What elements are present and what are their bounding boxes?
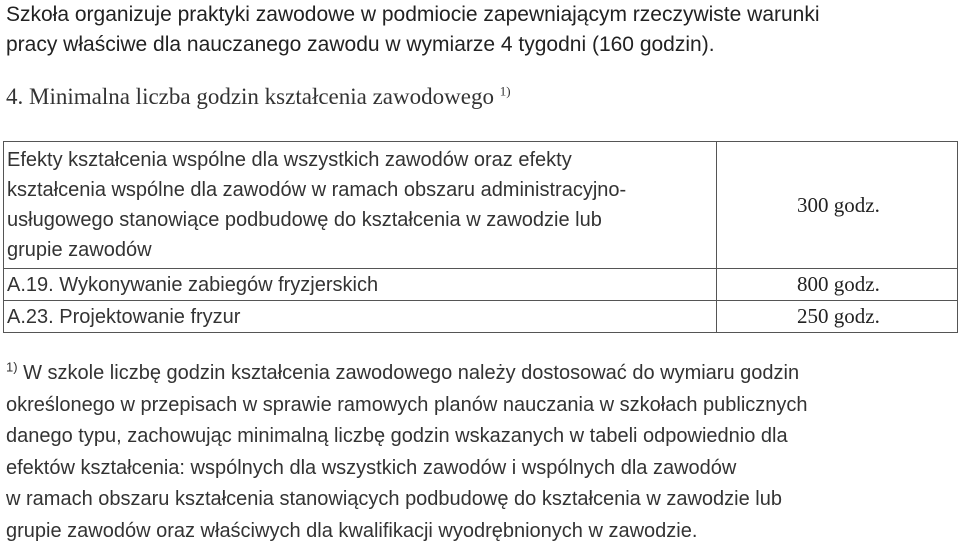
hours-cell: 300 godz. [717, 142, 958, 269]
intro-line: pracy właściwe dla nauczanego zawodu w wymiarze 4 tygodni (160 godzin). [6, 30, 954, 60]
description-line: grupie zawodów [7, 235, 713, 265]
footnote-line [6, 358, 956, 390]
section-heading [6, 82, 511, 112]
footnote-text: W szkole liczbę godzin kształcenia zawodowego należy dostosować do wymiaru godzin [23, 362, 799, 384]
qualification-cell: A.23. Projektowanie fryzur [4, 301, 717, 333]
intro-paragraph [6, 0, 954, 60]
table-row [4, 269, 958, 301]
hours-cell: 250 godz. [717, 301, 958, 333]
footnote-line: określonego w przepisach w sprawie ramowych planów nauczania w szkołach publicznych [6, 390, 956, 422]
heading-footnote-marker: 1) [500, 83, 511, 98]
footnote-line: efektów kształcenia: wspólnych dla wszystkich zawodów i wspólnych dla zawodów [6, 453, 956, 485]
footnote-line: danego typu, zachowując minimalną liczbę godzin wskazanych w tabeli odpowiednio dla [6, 421, 956, 453]
footnote-line: grupie zawodów oraz właściwych dla kwalifikacji wyodrębnionych w zawodzie. [6, 516, 956, 547]
footnote-line: w ramach obszaru kształcenia stanowiących podbudowę do kształcenia w zawodzie lub [6, 484, 956, 516]
intro-line: Szkoła organizuje praktyki zawodowe w podmiocie zapewniającym rzeczywiste warunki [6, 0, 954, 30]
effects-description-cell [4, 142, 717, 269]
footnote-marker: 1) [6, 359, 18, 374]
description-line: usługowego stanowiące podbudowę do kształcenia w zawodzie lub [7, 205, 713, 235]
hours-table [3, 141, 958, 333]
description-line: Efekty kształcenia wspólne dla wszystkich zawodów oraz efekty [7, 145, 713, 175]
table-row [4, 301, 958, 333]
qualification-cell: A.19. Wykonywanie zabiegów fryzjerskich [4, 269, 717, 301]
table-row [4, 142, 958, 269]
footnote [6, 358, 956, 547]
description-line: kształcenia wspólne dla zawodów w ramach obszaru administracyjno- [7, 175, 713, 205]
hours-cell: 800 godz. [717, 269, 958, 301]
section-heading-text: 4. Minimalna liczba godzin kształcenia zawodowego [6, 84, 494, 109]
